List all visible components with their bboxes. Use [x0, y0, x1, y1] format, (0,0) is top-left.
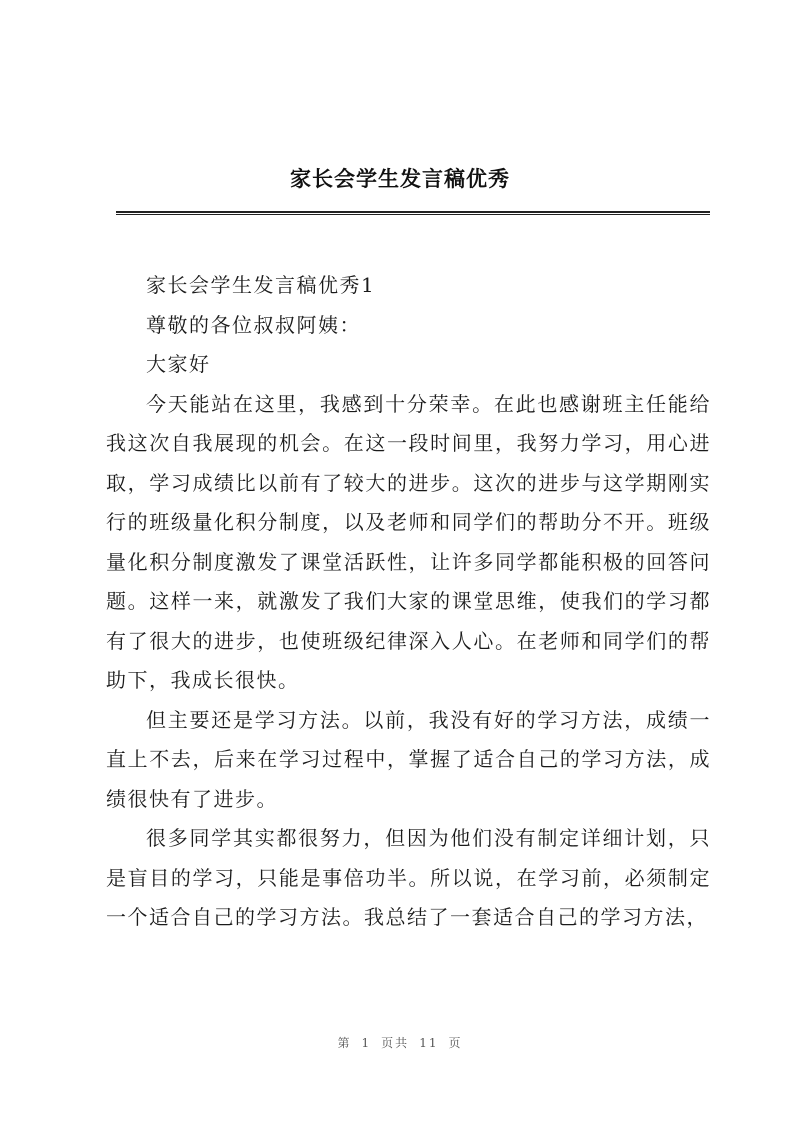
paragraph-body-1: 今天能站在这里，我感到十分荣幸。在此也感谢班主任能给我这次自我展现的机会。在这一段时间里，我努力学习，用心进取，学习成绩比以前有了较大的进步。这次的进步与这学期刚实行的班级量化积分制度，以及老师和同学们的帮助分不开。班级量化积分制度激发了课堂活跃性，让许多同学都能积极的回答问题。这样一来，就激发了我们大家的课堂思维，使我们的学习都有了很大的进步，也使班级纪律深入人心。在老师和同学们的帮助下，我成长很快。 — [106, 391, 711, 692]
paragraph-greeting: 大家好 — [146, 352, 211, 376]
footer-page-label: 第 — [337, 1036, 352, 1050]
paragraph-body-3: 很多同学其实都很努力，但因为他们没有制定详细计划，只是盲目的学习，只能是事倍功半。所以说，在学习前，必须制定一个适合自己的学习方法。我总结了一套适合自己的学习方法， — [106, 826, 711, 929]
paragraph-heading: 家长会学生发言稿优秀1 — [146, 273, 376, 297]
footer-current-page: 1 — [361, 1036, 372, 1050]
footer-total-prefix: 页共 — [381, 1036, 410, 1050]
paragraph-salutation: 尊敬的各位叔叔阿姨： — [146, 312, 361, 337]
title-divider — [116, 211, 710, 215]
footer-total-suffix: 页 — [448, 1036, 463, 1050]
document-body — [106, 266, 711, 938]
document-title: 家长会学生发言稿优秀 — [290, 166, 510, 191]
paragraph-body-2: 但主要还是学习方法。以前，我没有好的学习方法，成绩一直上不去，后来在学习过程中，掌握了适合自己的学习方法，成绩很快有了进步。 — [106, 707, 711, 811]
footer-total-pages: 11 — [419, 1036, 439, 1050]
page-footer — [0, 1034, 800, 1051]
